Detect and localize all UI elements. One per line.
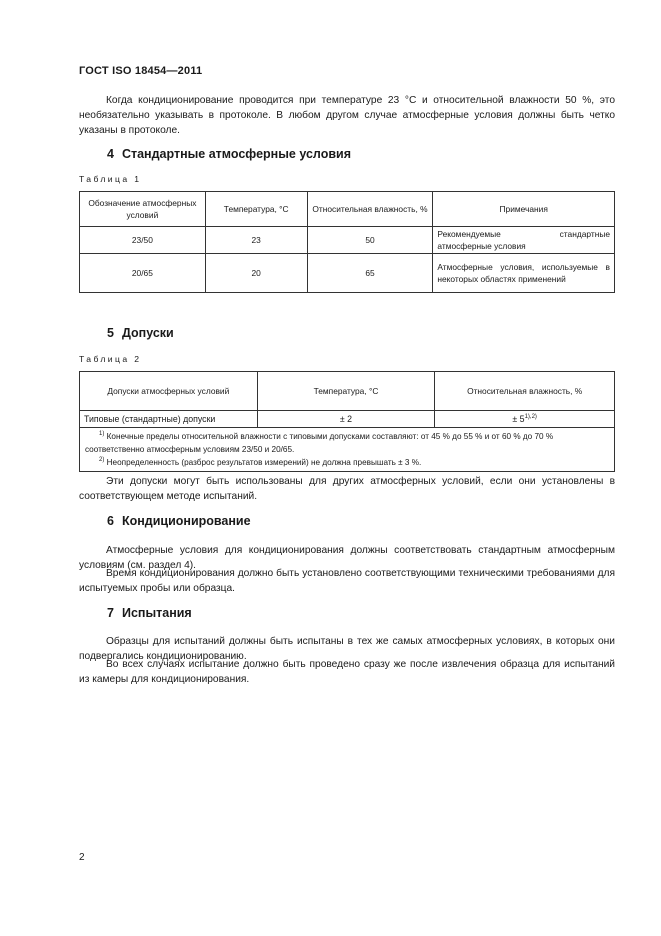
table-2-notes	[80, 428, 615, 472]
table-cell: 20	[205, 254, 307, 293]
conditioning-text-1: Атмосферные условия для кондиционирования должны соответствовать стандартным атмосферным условиям (см. раздел 4).	[79, 545, 615, 571]
conditioning-text-2: Время кондиционирования должно быть установлено соответствующими техническими требованиями для испытуемых пробы или образца.	[79, 568, 615, 594]
testing-text-1: Образцы для испытаний должны быть испытаны в тех же самых атмосферных условиях, в которых они подвергались кондиционированию.	[79, 636, 615, 662]
table-1-header-designation: Обозначение атмосферных условий	[80, 192, 206, 227]
footnote-2-mark: 2)	[99, 457, 105, 463]
footnote-1-text: Конечные пределы относительной влажности с типовыми допусками составляют: от 45 % до 55 % и от 60 % до 70 % соответственно атмосферным условиям 23/50 и 20/65.	[85, 432, 554, 454]
table-1	[79, 191, 615, 293]
table-cell: 50	[307, 227, 433, 254]
table-2-header-row	[80, 372, 615, 411]
footnote-1	[85, 430, 609, 456]
footnote-2-text: Неопределенность (разброс результатов измерений) не должна превышать ± 3 %.	[106, 458, 422, 467]
table-cell: 23	[205, 227, 307, 254]
table-row	[80, 254, 615, 293]
table-2-header-humidity: Относительная влажность, %	[435, 372, 615, 411]
table-2-row-humidity	[435, 411, 615, 428]
section-6-heading: Кондиционирование	[121, 514, 251, 528]
table-cell: 65	[307, 254, 433, 293]
tolerance-text: Эти допуски могут быть использованы для других атмосферных условий, если они установлены в соответствующем методе испытаний.	[79, 476, 615, 502]
humidity-value: ± 5	[512, 414, 525, 424]
table-1-caption: Таблица 1	[79, 174, 142, 184]
table-row	[80, 411, 615, 428]
section-7-title	[107, 606, 192, 620]
table-cell: 23/50	[80, 227, 206, 254]
page-number: 2	[79, 852, 85, 863]
table-2-notes-row	[80, 428, 615, 472]
footnote-ref: 1),2)	[524, 414, 537, 420]
testing-text-2: Во всех случаях испытание должно быть проведено сразу же после извлечения образца для испытаний из камеры для кондиционирования.	[79, 659, 615, 685]
table-cell: Атмосферные условия, используемые в некоторых областях применений	[433, 254, 615, 293]
section-6-title	[107, 514, 251, 528]
section-7-number: 7	[107, 606, 114, 620]
table-2-header-temperature: Температура, °С	[257, 372, 435, 411]
intro-paragraph	[79, 93, 615, 138]
table-2-header-tolerance: Допуски атмосферных условий	[80, 372, 258, 411]
testing-paragraph-2	[79, 657, 615, 687]
section-5-number: 5	[107, 326, 114, 340]
table-2	[79, 371, 615, 472]
section-4-number: 4	[107, 147, 114, 161]
footnote-1-mark: 1)	[99, 431, 105, 437]
section-7-heading: Испытания	[121, 606, 192, 620]
table-cell: 20/65	[80, 254, 206, 293]
table-row	[80, 227, 615, 254]
table-cell: Рекомендуемые стандартные атмосферные условия	[433, 227, 615, 254]
section-4-title	[107, 147, 351, 161]
table-1-header-humidity: Относительная влажность, %	[307, 192, 433, 227]
section-4-heading: Стандартные атмосферные условия	[121, 147, 351, 161]
table-2-row-label: Типовые (стандартные) допуски	[80, 411, 258, 428]
section-5-title	[107, 326, 174, 340]
tolerance-paragraph	[79, 474, 615, 504]
table-1-header-row	[80, 192, 615, 227]
section-6-number: 6	[107, 514, 114, 528]
footnote-2	[85, 456, 609, 469]
conditioning-paragraph-2	[79, 566, 615, 596]
intro-text: Когда кондиционирование проводится при температуре 23 °С и относительной влажности 50 %, это необязательно указывать в протоколе. В любом другом случае атмосферные условия должны быть четко указаны в протоколе.	[79, 95, 615, 136]
document-header: ГОСТ ISO 18454—2011	[79, 65, 203, 77]
table-1-header-temperature: Температура, °С	[205, 192, 307, 227]
section-5-heading: Допуски	[121, 326, 174, 340]
table-1-header-notes: Примечания	[433, 192, 615, 227]
table-2-row-temperature: ± 2	[257, 411, 435, 428]
table-2-caption: Таблица 2	[79, 354, 142, 364]
